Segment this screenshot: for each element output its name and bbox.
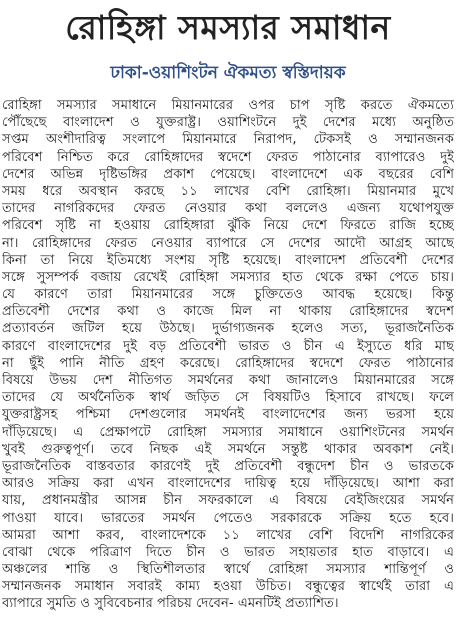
body-line: ভূরাজনৈতিক বাস্তবতার কারণেই দুই প্রতিবেশী বন্ধুদেশ চীন ও ভারতকে xyxy=(2,458,454,474)
headline: রোহিঙ্গা সমস্যার সমাধান xyxy=(65,8,391,47)
body-line: না। রোহিঙ্গাদের ফেরত নেওয়ার ব্যাপারে সে দেশের আদৌ আগ্রহ আছে xyxy=(2,235,454,251)
body-line: তাদের যে অর্থনৈতিক স্বার্থ জড়িত সে বিষয়টিও হিসাবে রাখছে। ফলে xyxy=(2,390,454,406)
body-line: পরিবেশ নিশ্চিত করে রোহিঙ্গাদের স্বদেশে ফেরত পাঠানোর ব্যাপারেও দুই xyxy=(2,149,454,165)
body-line: পরিবেশ সৃষ্টি না হওয়ায় রোহিঙ্গারা ঝুঁকি নিয়ে দেশে ফিরতে রাজি হচ্ছে xyxy=(2,218,454,234)
body-line: সপ্তম অংশীদারিত্ব সংলাপে মিয়ানমারে নিরাপদ, টেকসই ও সম্মানজনক xyxy=(2,132,454,148)
article-body xyxy=(2,97,454,613)
body-line: পৌঁছেছে বাংলাদেশ ও যুক্তরাষ্ট্র। ওয়াশিংটনে দুই দেশের মধ্যে অনুষ্ঠিত xyxy=(2,115,454,131)
body-line: অঞ্চলের শান্তি ও স্থিতিশীলতার স্বার্থে রোহিঙ্গা সমস্যার শান্তিপূর্ণ ও xyxy=(2,562,454,578)
body-line: খুবই গুরুত্বপূর্ণ। তবে নিছক এই সমর্থনে সন্তুষ্ট থাকার অবকাশ নেই। xyxy=(2,441,454,457)
body-line: কারণে বাংলাদেশের দুই বড় প্রতিবেশী ভারত ও চীন এ ইস্যুতে ধরি মাছ xyxy=(2,338,454,354)
body-line: তাদের নাগরিকদের ফেরত নেওয়ার কথা বললেও এজন্য যথোপযুক্ত xyxy=(2,201,454,217)
body-line: দাঁড়িয়েছে। এ প্রেক্ষাপটে রোহিঙ্গা সমস্যার সমাধানে ওয়াশিংটনের সমর্থন xyxy=(2,424,454,440)
body-line: পাওয়া যাবে। ভারতের সমর্থন পেতেও সরকারকে সক্রিয় হতে হবে। xyxy=(2,510,454,526)
body-line: সম্মানজনক সমাধান সবারই কাম্য হওয়া উচিত। বন্ধুত্বের স্বার্থেই তারা এ xyxy=(2,579,454,595)
body-line: বোঝা থেকে পরিত্রাণ দিতে চীন ও ভারত সহায়তার হাত বাড়াবে। এ xyxy=(2,544,454,560)
body-line: আরও সক্রিয় করা এখন বাংলাদেশের দায়িত্ব হয়ে দাঁড়িয়েছে। আশা করা xyxy=(2,476,454,492)
body-line: সঙ্গে সুসম্পর্ক বজায় রেখেই রোহিঙ্গা সমস্যার হাত থেকে রক্ষা পেতে চায়। xyxy=(2,269,454,285)
body-line: প্রত্যাবর্তন জটিল হয়ে উঠছে। দুর্ভাগ্যজনক হলেও সত্য, ভূরাজনৈতিক xyxy=(2,321,454,337)
body-line: যায়, প্রধানমন্ত্রীর আসন্ন চীন সফরকালে এ বিষয়ে বেইজিংয়ের সমর্থন xyxy=(2,493,454,509)
body-line: যে কারণে তারা মিয়ানমারের সঙ্গে চুক্তিতেও আবদ্ধ হয়েছে। কিন্তু xyxy=(2,287,454,303)
body-line: কিনা তা নিয়ে ইতিমধ্যে সংশয় সৃষ্টি হয়েছে। বাংলাদেশ প্রতিবেশী দেশের xyxy=(2,252,454,268)
body-line: আমরা আশা করব, বাংলাদেশকে ১১ লাখের বেশি বিদেশি নাগরিকের xyxy=(2,527,454,543)
body-line: না ছুঁই পানি নীতি গ্রহণ করেছে। রোহিঙ্গাদের স্বদেশে ফেরত পাঠানোর xyxy=(2,355,454,371)
body-line: সময় ধরে অবস্থান করছে ১১ লাখের বেশি রোহিঙ্গা। মিয়ানমার মুখে xyxy=(2,183,454,199)
body-line: প্রতিবেশী দেশের কথা ও কাজে মিল না থাকায় রোহিঙ্গাদের স্বদেশ xyxy=(2,304,454,320)
body-line: ব্যাপারে সুমতি ও সুবিবেচনার পরিচয় দেবেন- এমনটিই প্রত্যাশিত। xyxy=(2,596,339,612)
body-line: দেশের অভিন্ন দৃষ্টিভঙ্গির প্রকাশ পেয়েছে। বাংলাদেশে এক বছরের বেশি xyxy=(2,166,454,182)
body-line: যুক্তরাষ্ট্রসহ পশ্চিমা দেশগুলোর সমর্থনই বাংলাদেশের জন্য ভরসা হয়ে xyxy=(2,407,454,423)
body-line: বিষয়ে উভয় দেশ নীতিগত সমর্থনের কথা জানালেও মিয়ানমারের সঙ্গে xyxy=(2,373,454,388)
subheadline: ঢাকা-ওয়াশিংটন ঐকমত্য স্বস্তিদায়ক xyxy=(110,63,346,83)
body-line: রোহিঙ্গা সমস্যার সমাধানে মিয়ানমারের ওপর চাপ সৃষ্টি করতে ঐকমত্যে xyxy=(2,98,454,113)
